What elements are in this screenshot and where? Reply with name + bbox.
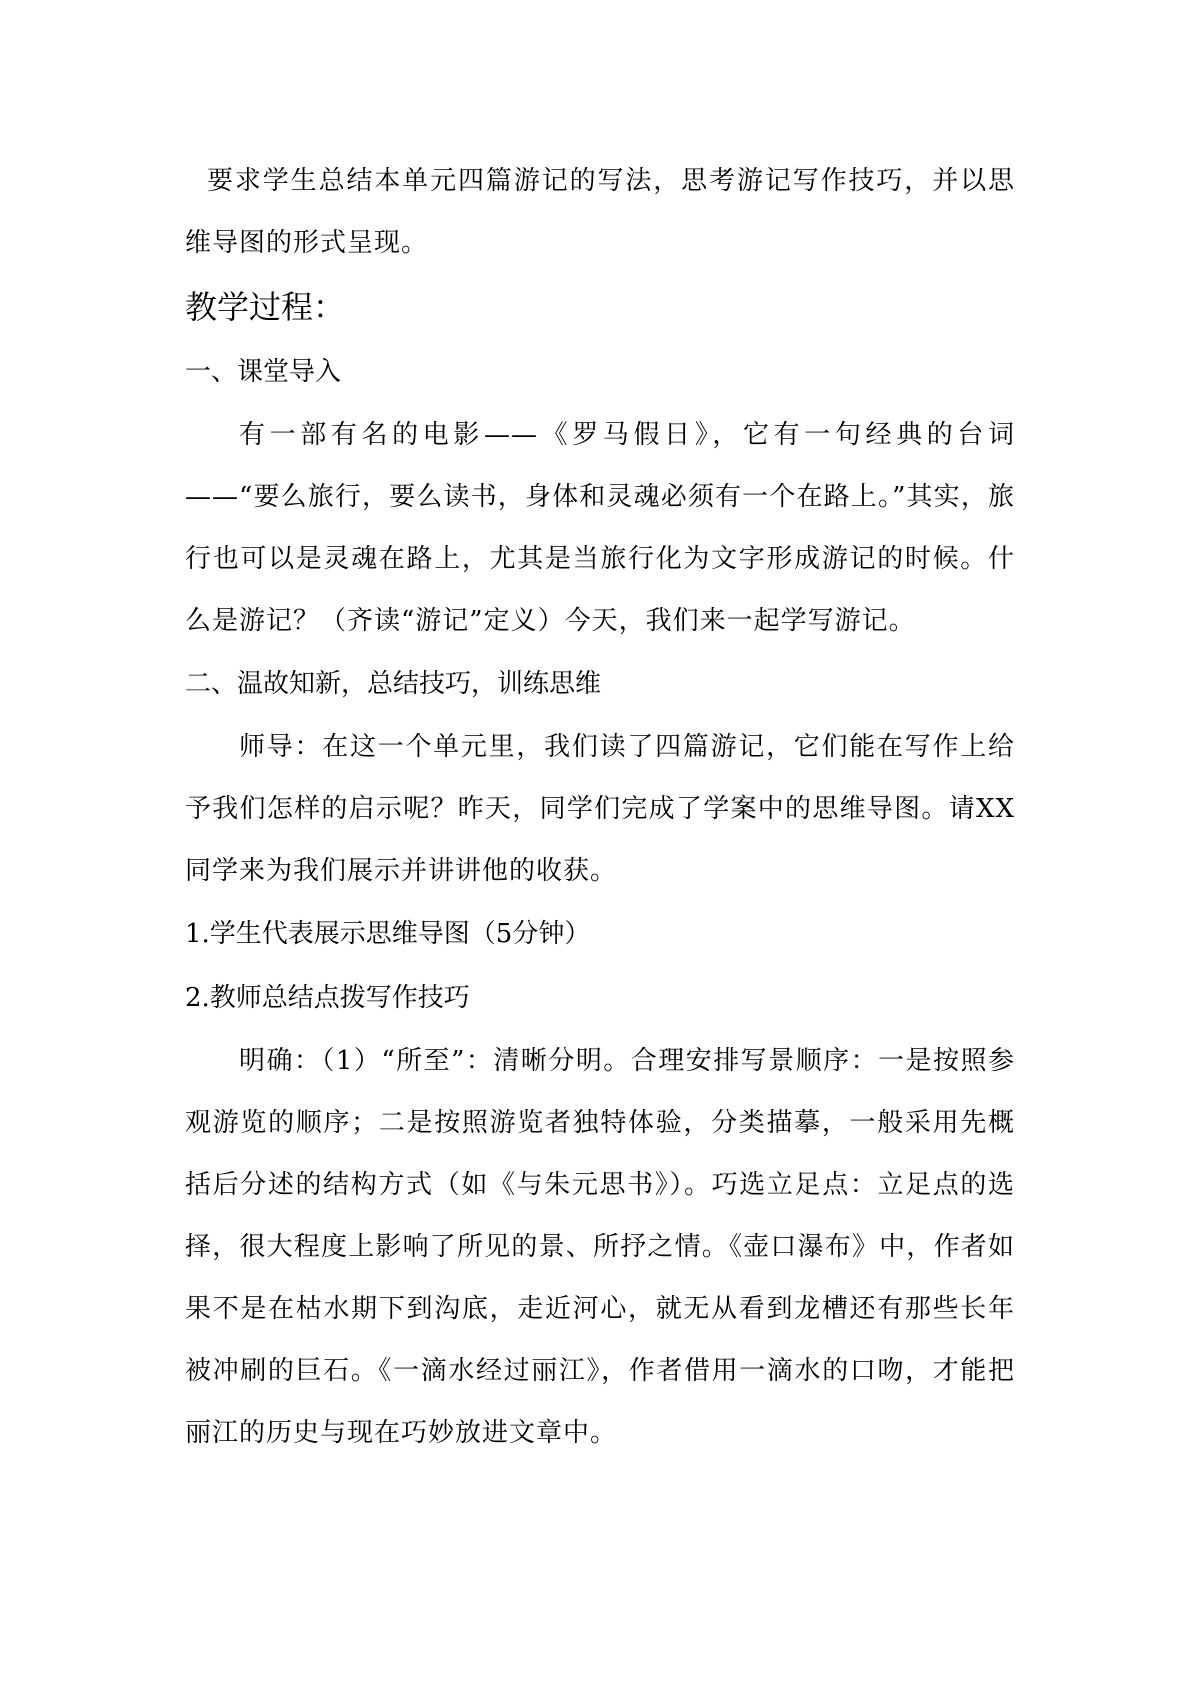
- intro-paragraph: 要求学生总结本单元四篇游记的写法，思考游记写作技巧，并以思维导图的形式呈现。: [185, 166, 1015, 258]
- section1-heading: 一、课堂导入: [185, 357, 342, 387]
- section2-heading: 二、温故知新，总结技巧，训练思维: [185, 669, 602, 699]
- process-heading: 教学过程：: [185, 288, 346, 326]
- step1-item: 1.学生代表展示思维导图（5分钟）: [185, 919, 591, 949]
- document-page: [185, 150, 1015, 1464]
- section1-paragraph: 有一部有名的电影——《罗马假日》，它有一句经典的台词——“要么旅行，要么读书，身体和灵魂必须有一个在路上。”其实，旅行也可以是灵魂在路上，尤其是当旅行化为文字形成游记的时候。什么是游记？（齐读“游记”定义）今天，我们来一起学写游记。: [185, 420, 1015, 636]
- step2-item: 2.教师总结点拨写作技巧: [185, 983, 470, 1013]
- clarify-paragraph: 明确：（1）“所至”：清晰分明。合理安排写景顺序：一是按照参观游览的顺序；二是按照游览者独特体验，分类描摹，一般采用先概括后分述的结构方式（如《与朱元思书》）。巧选立足点：立足点的选择，很大程度上影响了所见的景、所抒之情。《壶口瀑布》中，作者如果不是在枯水期下到沟底，走近河心，就无从看到龙槽还有那些长年被冲刷的巨石。《一滴水经过丽江》，作者借用一滴水的口吻，才能把丽江的历史与现在巧妙放进文章中。: [185, 1046, 1015, 1448]
- section2-paragraph: 师导：在这一个单元里，我们读了四篇游记，它们能在写作上给予我们怎样的启示呢？昨天，同学们完成了学案中的思维导图。请XX同学来为我们展示并讲讲他的收获。: [185, 732, 1015, 886]
